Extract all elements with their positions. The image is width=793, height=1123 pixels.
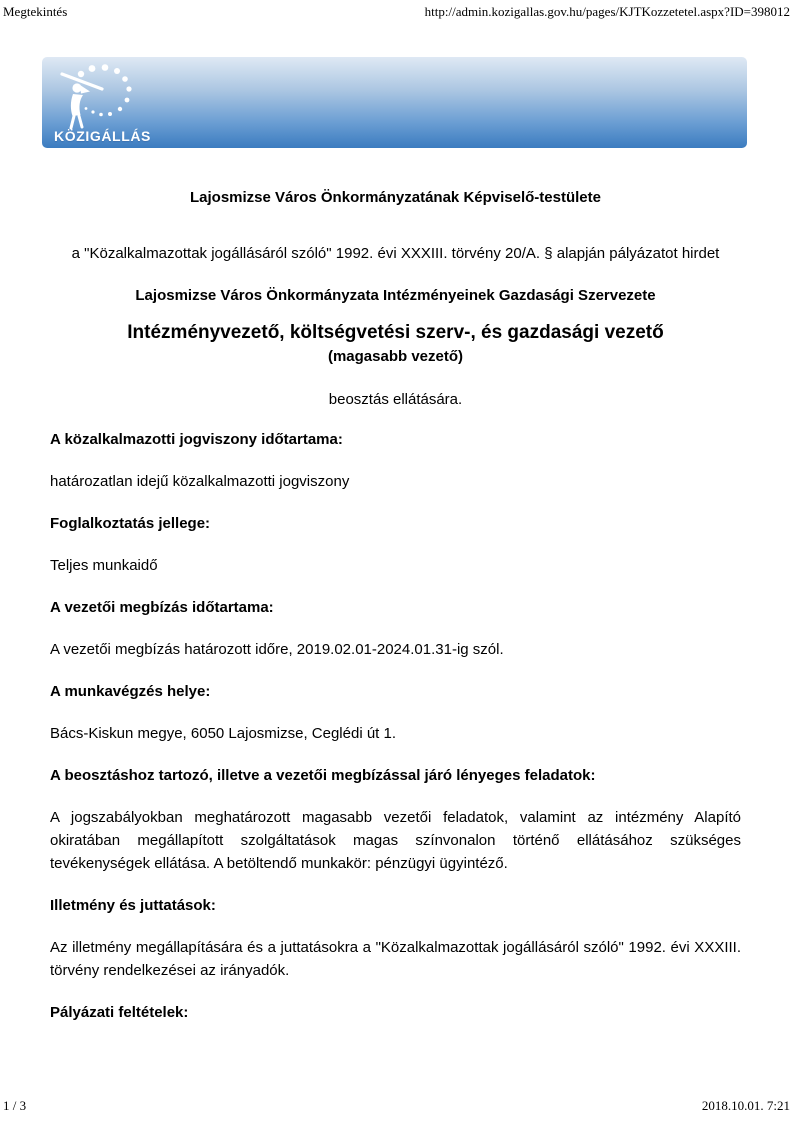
position-type: (magasabb vezető) [327,348,464,365]
print-header-title: Megtekintés [3,4,68,19]
legal-intro: a "Közalkalmazottak jogállásáról szóló" 1992. évi XXXIII. törvény 20/A. § alapján pályázatot hirdet [71,245,720,262]
section-heading: Foglalkoztatás jellege: [50,515,211,532]
section-body: Bács-Kiskun megye, 6050 Lajosmizse, Ceglédi út 1. [50,725,397,742]
section-body: A jogszabályokban meghatározott magasabb vezetői feladatok, valamint az intézmény Alapító okiratában megállapított szolgáltatások magas színvonalon történő ellátásához szükséges tevékenységek ellátása. A betöltendő munkakör: pénzügyi ügyintéző. [50,809,741,872]
section-heading: A beosztáshoz tartozó, illetve a vezetői megbízással járó lényeges feladatok: [50,767,596,784]
print-timestamp: 2018.10.01. 7:21 [701,1098,790,1113]
position-title: Intézményvezető, költségvetési szerv-, és gazdasági vezető [127,322,664,343]
section-body: A vezetői megbízás határozott időre, 2019.02.01-2024.01.31-ig szól. [50,641,504,658]
section-heading: A vezetői megbízás időtartama: [50,599,274,616]
kozigallas-banner [42,57,747,148]
section-body: határozatlan idejű közalkalmazotti jogviszony [50,473,350,490]
position-suffix: beosztás ellátására. [328,391,463,408]
section-heading: Illetmény és juttatások: [50,897,216,914]
print-header-url: http://admin.kozigallas.gov.hu/pages/KJTKozzetetel.aspx?ID=398012 [424,4,790,19]
kozigallas-logo-text: KÖZIGÁLLÁS [54,128,151,144]
section-heading: Pályázati feltételek: [50,1004,189,1021]
publisher-title: Lajosmizse Város Önkormányzatának Képviselő-testülete [190,189,601,206]
section-body: Az illetmény megállapítására és a juttatásokra a "Közalkalmazottak jogállásáról szóló" 1992. évi XXXIII. törvény rendelkezései az irányadók. [50,939,741,979]
organization-name: Lajosmizse Város Önkormányzata Intézményeinek Gazdasági Szervezete [135,287,656,304]
section-heading: A közalkalmazotti jogviszony időtartama: [50,431,343,448]
kozigallas-logo-icon [54,64,154,130]
sections [50,428,741,1024]
kozigallas-logo [54,64,164,148]
section-body: Teljes munkaidő [50,557,158,574]
page-number: 1 / 3 [3,1098,27,1113]
section-heading: A munkavégzés helye: [50,683,211,700]
print-footer [0,1098,793,1114]
job-posting-document [50,186,741,1024]
print-header [0,4,793,20]
position-block [50,321,741,369]
